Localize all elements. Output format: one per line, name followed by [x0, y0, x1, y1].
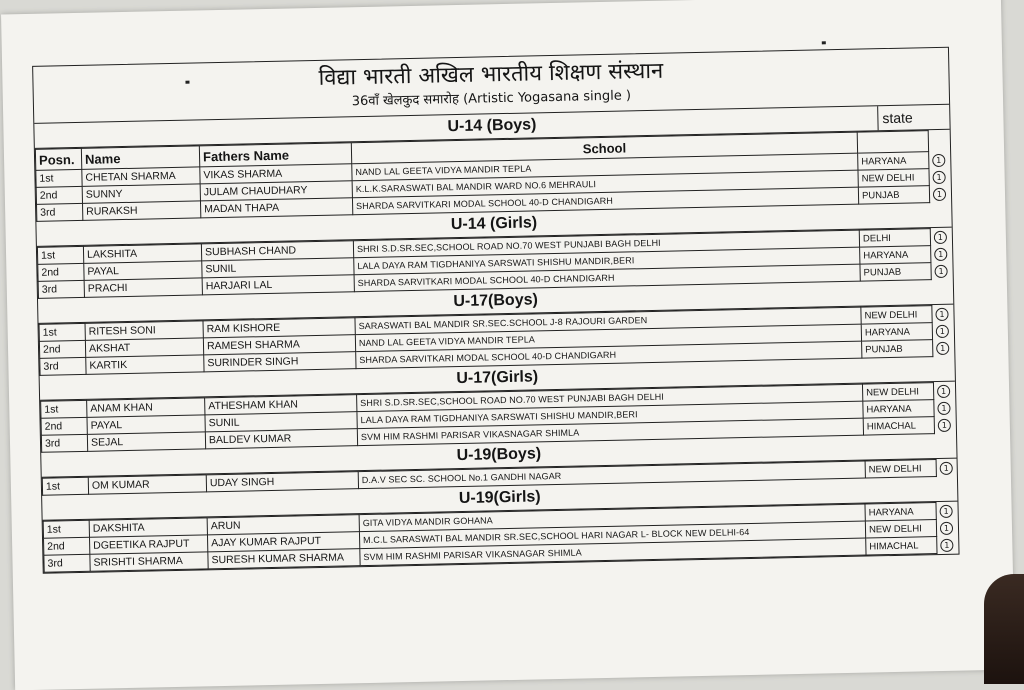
name-cell: KARTIK — [86, 355, 204, 374]
position-cell: 3rd — [38, 280, 84, 298]
position-cell: 1st — [36, 169, 82, 187]
posn-header: Posn. — [35, 148, 81, 170]
fathers-name-cell: UDAY SINGH — [206, 472, 358, 492]
name-header: Name — [81, 146, 199, 169]
position-cell: 1st — [39, 323, 85, 341]
school-cell: GITA VIDYA MANDIR GOHANA — [359, 504, 865, 532]
school-cell: NAND LAL GEETA VIDYA MANDIR TEPLA — [352, 153, 858, 181]
circled-mark: 1 — [934, 264, 947, 277]
results-sheet — [32, 47, 959, 574]
fathers-name-cell: AJAY KUMAR RAJPUT — [207, 532, 359, 552]
position-cell: 2nd — [39, 340, 85, 358]
position-cell: 1st — [43, 520, 89, 538]
mark-header-cell — [928, 130, 949, 151]
circled-mark: 1 — [936, 341, 949, 354]
position-cell: 1st — [42, 477, 88, 495]
position-cell: 3rd — [44, 554, 90, 572]
position-cell: 2nd — [44, 537, 90, 555]
name-cell: DGEETIKA RAJPUT — [89, 535, 207, 554]
organization-title: विद्या भारती अखिल भारतीय शिक्षण संस्थान — [318, 58, 664, 91]
state-cell: HARYANA — [863, 400, 934, 418]
circled-mark: 1 — [932, 153, 945, 166]
circled-mark: 1 — [937, 384, 950, 397]
state-cell: HIMACHAL — [866, 537, 937, 555]
category-label: U-14 (Boys) — [447, 116, 537, 136]
state-cell: NEW DELHI — [865, 460, 936, 478]
fathers-name-cell: VIKAS SHARMA — [200, 164, 352, 184]
mark-cell — [929, 185, 950, 202]
name-cell: SRISHTI SHARMA — [90, 552, 208, 571]
mark-cell — [933, 382, 954, 399]
fathers-name-cell: HARJARI LAL — [202, 275, 354, 295]
position-cell: 3rd — [37, 203, 83, 221]
school-cell: SHRI S.D.SR.SEC,SCHOOL ROAD NO.70 WEST PUNJABI BAGH DELHI — [357, 384, 863, 412]
state-column-header: state — [877, 105, 949, 131]
category-label: U-17(Boys) — [453, 291, 539, 311]
fathers-name-cell: SURESH KUMAR SHARMA — [208, 549, 360, 569]
name-cell: RITESH SONI — [85, 321, 203, 340]
mark-cell — [936, 519, 957, 536]
state-header-cell — [857, 131, 928, 153]
mark-cell — [929, 168, 950, 185]
fathers-name-header: Fathers Name — [199, 143, 351, 167]
fathers-name-cell: ARUN — [207, 515, 359, 535]
school-cell: SHARDA SARVITKARI MODAL SCHOOL 40-D CHANDIGARH — [352, 187, 858, 215]
category-label: U-19(Boys) — [456, 445, 542, 465]
fathers-name-cell: RAM KISHORE — [203, 318, 355, 338]
school-cell: M.C.L SARASWATI BAL MANDIR SR.SEC,SCHOOL HARI NAGAR L- BLOCK NEW DELHI-64 — [359, 521, 865, 549]
mark-cell — [934, 399, 955, 416]
mark-cell — [936, 459, 957, 476]
school-header: School — [351, 132, 857, 164]
category-label: U-14 (Girls) — [450, 214, 538, 234]
state-cell: HARYANA — [858, 152, 929, 170]
state-cell: NEW DELHI — [865, 520, 936, 538]
fathers-name-cell: RAMESH SHARMA — [203, 335, 355, 355]
mark-cell — [936, 502, 957, 519]
circled-mark: 1 — [937, 401, 950, 414]
circled-mark: 1 — [934, 230, 947, 243]
name-cell: AKSHAT — [85, 338, 203, 357]
school-cell: SVM HIM RASHMI PARISAR VIKASNAGAR SHIMLA — [360, 538, 866, 566]
fathers-name-cell: MADAN THAPA — [200, 198, 352, 218]
name-cell: RURAKSH — [83, 201, 201, 220]
fathers-name-cell: SUBHASH CHAND — [201, 241, 353, 261]
category-label: U-19(Girls) — [458, 488, 541, 508]
name-cell: ANAM KHAN — [87, 398, 205, 417]
name-cell: SUNNY — [82, 184, 200, 203]
ink-speck — [822, 41, 826, 44]
state-cell: HARYANA — [861, 323, 932, 341]
state-cell: PUNJAB — [862, 340, 933, 358]
school-cell: LALA DAYA RAM TIGDHANIYA SARSWATI SHISHU MANDIR,BERI — [354, 247, 860, 275]
school-cell: NAND LAL GEETA VIDYA MANDIR TEPLA — [355, 324, 861, 352]
school-cell: SARASWATI BAL MANDIR SR.SEC.SCHOOL J-8 RAJOURI GARDEN — [355, 307, 861, 335]
circled-mark: 1 — [939, 504, 952, 517]
circled-mark: 1 — [933, 187, 946, 200]
position-cell: 3rd — [40, 357, 86, 375]
school-cell: SHRI S.D.SR.SEC,SCHOOL ROAD NO.70 WEST PUNJABI BAGH DELHI — [353, 230, 859, 258]
mark-cell — [929, 151, 950, 168]
state-cell: HIMACHAL — [863, 417, 934, 435]
position-cell: 2nd — [36, 186, 82, 204]
mark-cell — [932, 322, 953, 339]
state-cell: HARYANA — [860, 246, 931, 264]
circled-mark: 1 — [936, 324, 949, 337]
results-sections — [34, 105, 958, 573]
circled-mark: 1 — [933, 170, 946, 183]
circled-mark: 1 — [940, 521, 953, 534]
name-cell: LAKSHITA — [83, 244, 201, 263]
category-label: U-17(Girls) — [456, 368, 539, 388]
event-title: 36वाँ खेलकुद समारोह (Artistic Yogasana single ) — [351, 88, 632, 110]
document-page — [1, 0, 1015, 690]
name-cell: PRACHI — [84, 278, 202, 297]
position-cell: 3rd — [41, 434, 87, 452]
name-cell: OM KUMAR — [88, 475, 206, 494]
fathers-name-cell: SURINDER SINGH — [204, 352, 356, 372]
school-cell: SHARDA SARVITKARI MODAL SCHOOL 40-D CHANDIGARH — [356, 341, 862, 369]
fathers-name-cell: SUNIL — [205, 412, 357, 432]
school-cell: SVM HIM RASHMI PARISAR VIKASNAGAR SHIMLA — [357, 418, 863, 446]
state-cell: NEW DELHI — [861, 306, 932, 324]
state-cell: DELHI — [859, 229, 930, 247]
circled-mark: 1 — [934, 247, 947, 260]
mark-cell — [933, 339, 954, 356]
state-cell: PUNJAB — [858, 186, 929, 204]
mark-cell — [931, 262, 952, 279]
fathers-name-cell: SUNIL — [202, 258, 354, 278]
school-cell: SHARDA SARVITKARI MODAL SCHOOL 40-D CHANDIGARH — [354, 264, 860, 292]
school-cell: K.L.K.SARASWATI BAL MANDIR WARD NO.6 MEHRAULI — [352, 170, 858, 198]
mark-cell — [932, 305, 953, 322]
name-cell: SEJAL — [87, 432, 205, 451]
fathers-name-cell: BALDEV KUMAR — [205, 429, 357, 449]
state-cell: NEW DELHI — [858, 169, 929, 187]
name-cell: PAYAL — [87, 415, 205, 434]
fathers-name-cell: JULAM CHAUDHARY — [200, 181, 352, 201]
circled-mark: 1 — [938, 418, 951, 431]
state-cell: NEW DELHI — [862, 383, 933, 401]
circled-mark: 1 — [940, 461, 953, 474]
position-cell: 1st — [41, 400, 87, 418]
name-cell: PAYAL — [84, 261, 202, 280]
circled-mark: 1 — [935, 307, 948, 320]
mark-cell — [931, 245, 952, 262]
mark-cell — [934, 416, 955, 433]
school-cell: LALA DAYA RAM TIGDHANIYA SARSWATI SHISHU MANDIR,BERI — [357, 401, 863, 429]
position-cell: 1st — [37, 246, 83, 264]
mark-cell — [937, 536, 958, 553]
name-cell: DAKSHITA — [89, 518, 207, 537]
state-cell: PUNJAB — [860, 263, 931, 281]
mark-cell — [930, 228, 951, 245]
fathers-name-cell: ATHESHAM KHAN — [205, 395, 357, 415]
thumb — [984, 574, 1024, 684]
name-cell: CHETAN SHARMA — [82, 167, 200, 186]
position-cell: 2nd — [41, 417, 87, 435]
position-cell: 2nd — [38, 263, 84, 281]
circled-mark: 1 — [940, 538, 953, 551]
school-cell: D.A.V SEC SC. SCHOOL No.1 GANDHI NAGAR — [358, 461, 865, 489]
state-cell: HARYANA — [865, 503, 936, 521]
